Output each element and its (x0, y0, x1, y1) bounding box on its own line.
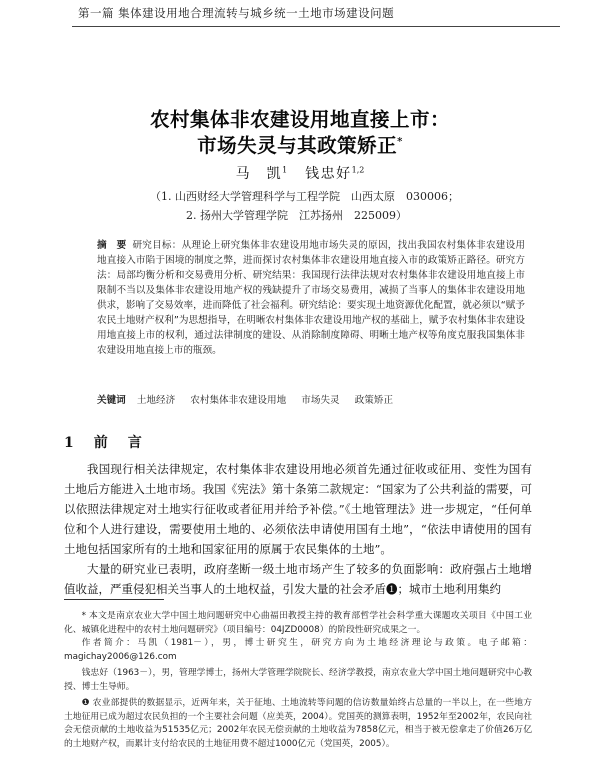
title-footnote-mark: * (397, 136, 403, 148)
abstract (97, 238, 525, 358)
keyword: 市场失灵 (301, 395, 340, 406)
footnote-rule (64, 599, 164, 600)
footnote-data: ❶ 农业部提供的数据显示，近两年来，关于征地、土地流转等问题的信访数量始终占总量的一半以上，在一些地方土地征用已成为超过农民负担的一个主要社会问题（应美英，2004）。党国英的测算表明，1952年至2002年，农民向社会无偿贡献的土地收益为51535亿元；2002年农民无偿贡献的土地收益为7858亿元，相当于被无偿拿走了价值26万亿的土地财产权，而累计支付给农民的土地征用费不超过1000亿元（党国英，2005）。 (64, 698, 532, 749)
abstract-text: 研究目标：从理论上研究集体非农建设用地市场失灵的原因，找出我国农村集体非农建设用地直接入市陷于困境的制度之弊，进而探讨农村集体非农建设用地直接入市的政策矫正路径。研究方法：局部均衡分析和交易费用分析、研究结果：我国现行法律法规对农村集体非农建设用地直接上市限制不当以及集体非农建设用地产权的残缺提升了市场交易费用，减损了当事人的集体非农建设用地供求，影响了交易效率，进而降低了社会福利。研究结论：要实现土地资源优化配置，就必须以“赋予农民土地财产权利”为思想指导，在明晰农村集体非农建设用地产权的基础上，赋予农村集体非农建设用地直接上市的权利，通过法律制度的建设、从消除制度障碍、明晰土地产权等角度克服我国集体非农建设用地直接上市的瓶颈。 (97, 240, 526, 356)
footnote-author-2: 钱忠好（1963－），男，管理学博士，扬州大学管理学院院长、经济学教授，南京农业大学中国土地问题研究中心教授、博士生导师。 (64, 668, 532, 692)
keywords-label: 关键词 (97, 395, 126, 406)
paper-title-line-2 (60, 130, 540, 158)
keyword: 农村集体非农建设用地 (190, 395, 287, 406)
keyword: 土地经济 (136, 395, 176, 406)
keyword: 政策矫正 (354, 395, 394, 406)
affiliation-2: 2. 扬州大学管理学院 江苏扬州 225009） (186, 209, 407, 222)
body-paragraph: 我国现行相关法律规定，农村集体非农建设用地必须首先通过征收或征用、变性为国有土地后方能进入土地市场。我国《宪法》第十条第二款规定：“国家为了公共利益的需要，可以依照法律规定对土地实行征收或者征用并给予补偿。”《土地管理法》进一步规定，“任何单位和个人进行建设，需要使用土地的、必须依法申请使用国有土地”，“依法申请使用的国有土地包括国家所有的土地和国家征用的原属于农民集体的土地”。 (64, 462, 532, 556)
footnote-funding: * 本文是南京农业大学中国土地问题研究中心曲福田教授主持的教育部哲学社会科学重大课题攻关项目《中国工业化、城镇化进程中的农村土地问题研究》（项目编号：04JZD0008）的阶段性研究成果之一。 (64, 611, 532, 635)
section-heading: 1 前 言 (64, 435, 145, 451)
author-line (150, 163, 450, 183)
footnotes (64, 610, 532, 751)
paper-title-line-1: 农村集体非农建设用地直接上市： (149, 108, 450, 131)
author-2: 钱忠好 (305, 166, 352, 182)
author-1: 马 凯 (235, 166, 283, 182)
paper-title-text: 市场失灵与其政策矫正 (197, 134, 398, 157)
abstract-label: 摘 要 (97, 240, 127, 251)
header-rule (72, 26, 560, 27)
body-text (64, 459, 532, 599)
keywords (97, 392, 525, 406)
running-header: 第一篇 集体建设用地合理流转与城乡统一土地市场建设问题 (78, 6, 395, 20)
author-1-affil: 1 (282, 165, 288, 175)
author-2-affil: 1,2 (351, 165, 365, 175)
body-paragraph: 大量的研究业已表明，政府垄断一级土地市场产生了较多的负面影响：政府强占土地增值收益，严重侵犯相关当事人的土地权益，引发大量的社会矛盾❶；城市土地利用集约 (64, 562, 532, 596)
affiliation-1: （1. 山西财经大学管理科学与工程学院 山西太原 030006； (150, 190, 459, 203)
footnote-author-1: 作者简介：马凯（1981－），男，博士研究生，研究方向为土地经济理论与政策。电子邮箱：magichay2006@126.com (64, 638, 532, 662)
